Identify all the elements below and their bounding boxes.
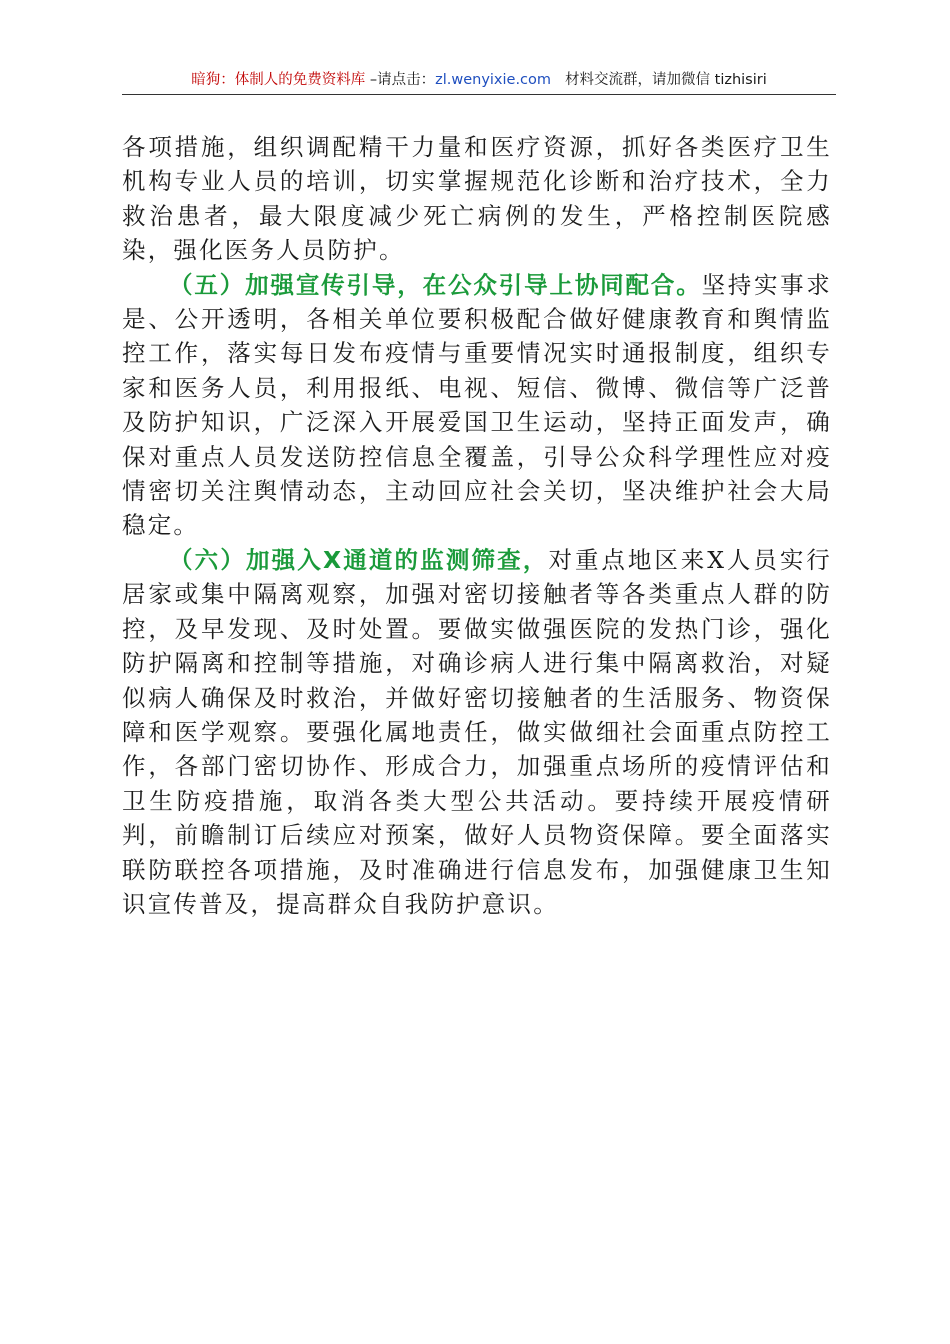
header-wechat-note: 材料交流群，请加微信 tizhisiri [565, 72, 767, 88]
header-url-link[interactable]: zl.wenyixie.com [435, 72, 552, 88]
header-click-prompt: –请点击： [365, 72, 436, 88]
paragraph-section-five [122, 268, 832, 543]
paragraph-continued: 各项措施，组织调配精干力量和医疗资源，抓好各类医疗卫生机构专业人员的培训，切实掌握规范化诊断和治疗技术，全力救治患者，最大限度减少死亡病例的发生，严格控制医院感染，强化医务人员防护。 [122, 133, 832, 265]
document-body [122, 130, 832, 921]
page-header [122, 68, 836, 95]
section-five-heading: （五）加强宣传引导，在公众引导上协同配合。 [169, 270, 702, 299]
section-six-heading: （六）加强入X通道的监测筛查， [169, 545, 549, 574]
header-site-name: 暗狗：体制人的免费资料库 [191, 72, 366, 88]
paragraph-section-six [122, 543, 832, 921]
section-six-text: 对重点地区来X人员实行居家或集中隔离观察，加强对密切接触者等各类重点人群的防控，及早发现、及时处置。要做实做强医院的发热门诊，强化防护隔离和控制等措施，对确诊病人进行集中隔离救治，对疑似病人确保及时救治，并做好密切接触者的生活服务、物资保障和医学观察。要强化属地责任，做实做细社会面重点防控工作，各部门密切协作、形成合力，加强重点场所的疫情评估和卫生防疫措施，取消各类大型公共活动。要持续开展疫情研判，前瞻制订后续应对预案，做好人员物资保障。要全面落实联防联控各项措施，及时准确进行信息发布，加强健康卫生知识宣传普及，提高群众自我防护意识。 [122, 545, 832, 918]
section-five-text: 坚持实事求是、公开透明，各相关单位要积极配合做好健康教育和舆情监控工作，落实每日发布疫情与重要情况实时通报制度，组织专家和医务人员，利用报纸、电视、短信、微博、微信等广泛普及防护知识，广泛深入开展爱国卫生运动，坚持正面发声，确保对重点人员发送防控信息全覆盖，引导公众科学理性应对疫情密切关注舆情动态，主动回应社会关切，坚决维护社会大局稳定。 [122, 270, 832, 540]
